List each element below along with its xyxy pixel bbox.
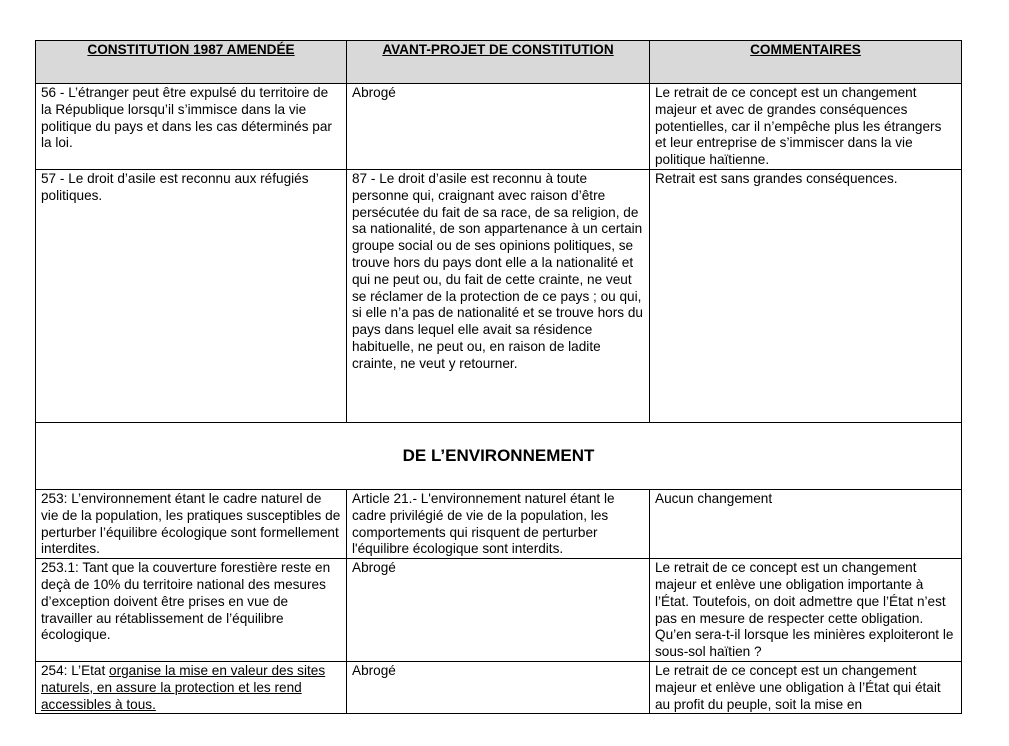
table-row	[36, 490, 962, 559]
header-avant-projet: AVANT-PROJET DE CONSTITUTION	[347, 41, 650, 84]
header-commentaires: COMMENTAIRES	[650, 41, 962, 84]
table-row	[36, 661, 962, 713]
header-row	[36, 41, 962, 84]
cell-avant-projet: 87 - Le droit d’asile est reconnu à toute personne qui, craignant avec raison d’être persécutée du fait de sa race, de sa religion, de sa nationalité, de son appartenance à un certain groupe social ou de ses opinions politiques, se trouve hors du pays dont elle a la nationalité et qui ne peut ou, du fait de cette crainte, ne veut se réclamer de la protection de ce pays ; ou qui, si elle n’a pas de nationalité et se trouve hors du pays dans lequel elle avait sa résidence habituelle, ne peut ou, en raison de ladite crainte, ne veut y retourner.	[347, 170, 650, 423]
cell-1987: 253.1: Tant que la couverture forestière reste en deçà de 10% du territoire national des mesures d’exception doivent être prises en vue de travailler au rétablissement de l’équilibre écologique.	[36, 559, 347, 662]
article-prefix: 254: L’Etat	[41, 662, 110, 678]
table-row	[36, 84, 962, 170]
cell-commentaire: Le retrait de ce concept est un changement majeur et enlève une obligation à l’État qui était au profit du peuple, soit la mise en	[650, 661, 962, 713]
cell-commentaire: Le retrait de ce concept est un changement majeur et enlève une obligation importante à l’État. Toutefois, on doit admettre que l’État n’est pas en mesure de respecter cette obligation. Qu’en sera-t-il lorsque les minières exploiteront le sous-sol haïtien ?	[650, 559, 962, 662]
cell-1987: 253: L’environnement étant le cadre naturel de vie de la population, les pratiques susceptibles de perturber l’équilibre écologique sont formellement interdites.	[36, 490, 347, 559]
cell-avant-projet: Abrogé	[347, 559, 650, 662]
cell-commentaire: Aucun changement	[650, 490, 962, 559]
header-constitution-1987: CONSTITUTION 1987 AMENDÉE	[36, 41, 347, 84]
table-row	[36, 170, 962, 423]
section-title: DE L’ENVIRONNEMENT	[36, 423, 962, 490]
cell-1987	[36, 661, 347, 713]
cell-avant-projet: Abrogé	[347, 84, 650, 170]
cell-avant-projet: Abrogé	[347, 661, 650, 713]
cell-avant-projet: Article 21.- L'environnement naturel étant le cadre privilégié de vie de la population, les comportements qui risquent de perturber l'équilibre écologique sont interdits.	[347, 490, 650, 559]
cell-1987: 57 - Le droit d’asile est reconnu aux réfugiés politiques.	[36, 170, 347, 423]
table-row	[36, 559, 962, 662]
underlined-text: organise la mise en valeur des sites naturels, en assure la protection et les rend accessibles à tous.	[41, 662, 326, 712]
cell-1987: 56 - L’étranger peut être expulsé du territoire de la République lorsqu’il s’immisce dans la vie politique du pays et dans les cas déterminés par la loi.	[36, 84, 347, 170]
cell-commentaire: Retrait est sans grandes conséquences.	[650, 170, 962, 423]
comparison-table	[35, 40, 962, 714]
section-row	[36, 423, 962, 490]
cell-commentaire: Le retrait de ce concept est un changement majeur et avec de grandes conséquences potentielles, car il n’empêche plus les étrangers et leur entreprise de s’immiscer dans la vie politique haïtienne.	[650, 84, 962, 170]
